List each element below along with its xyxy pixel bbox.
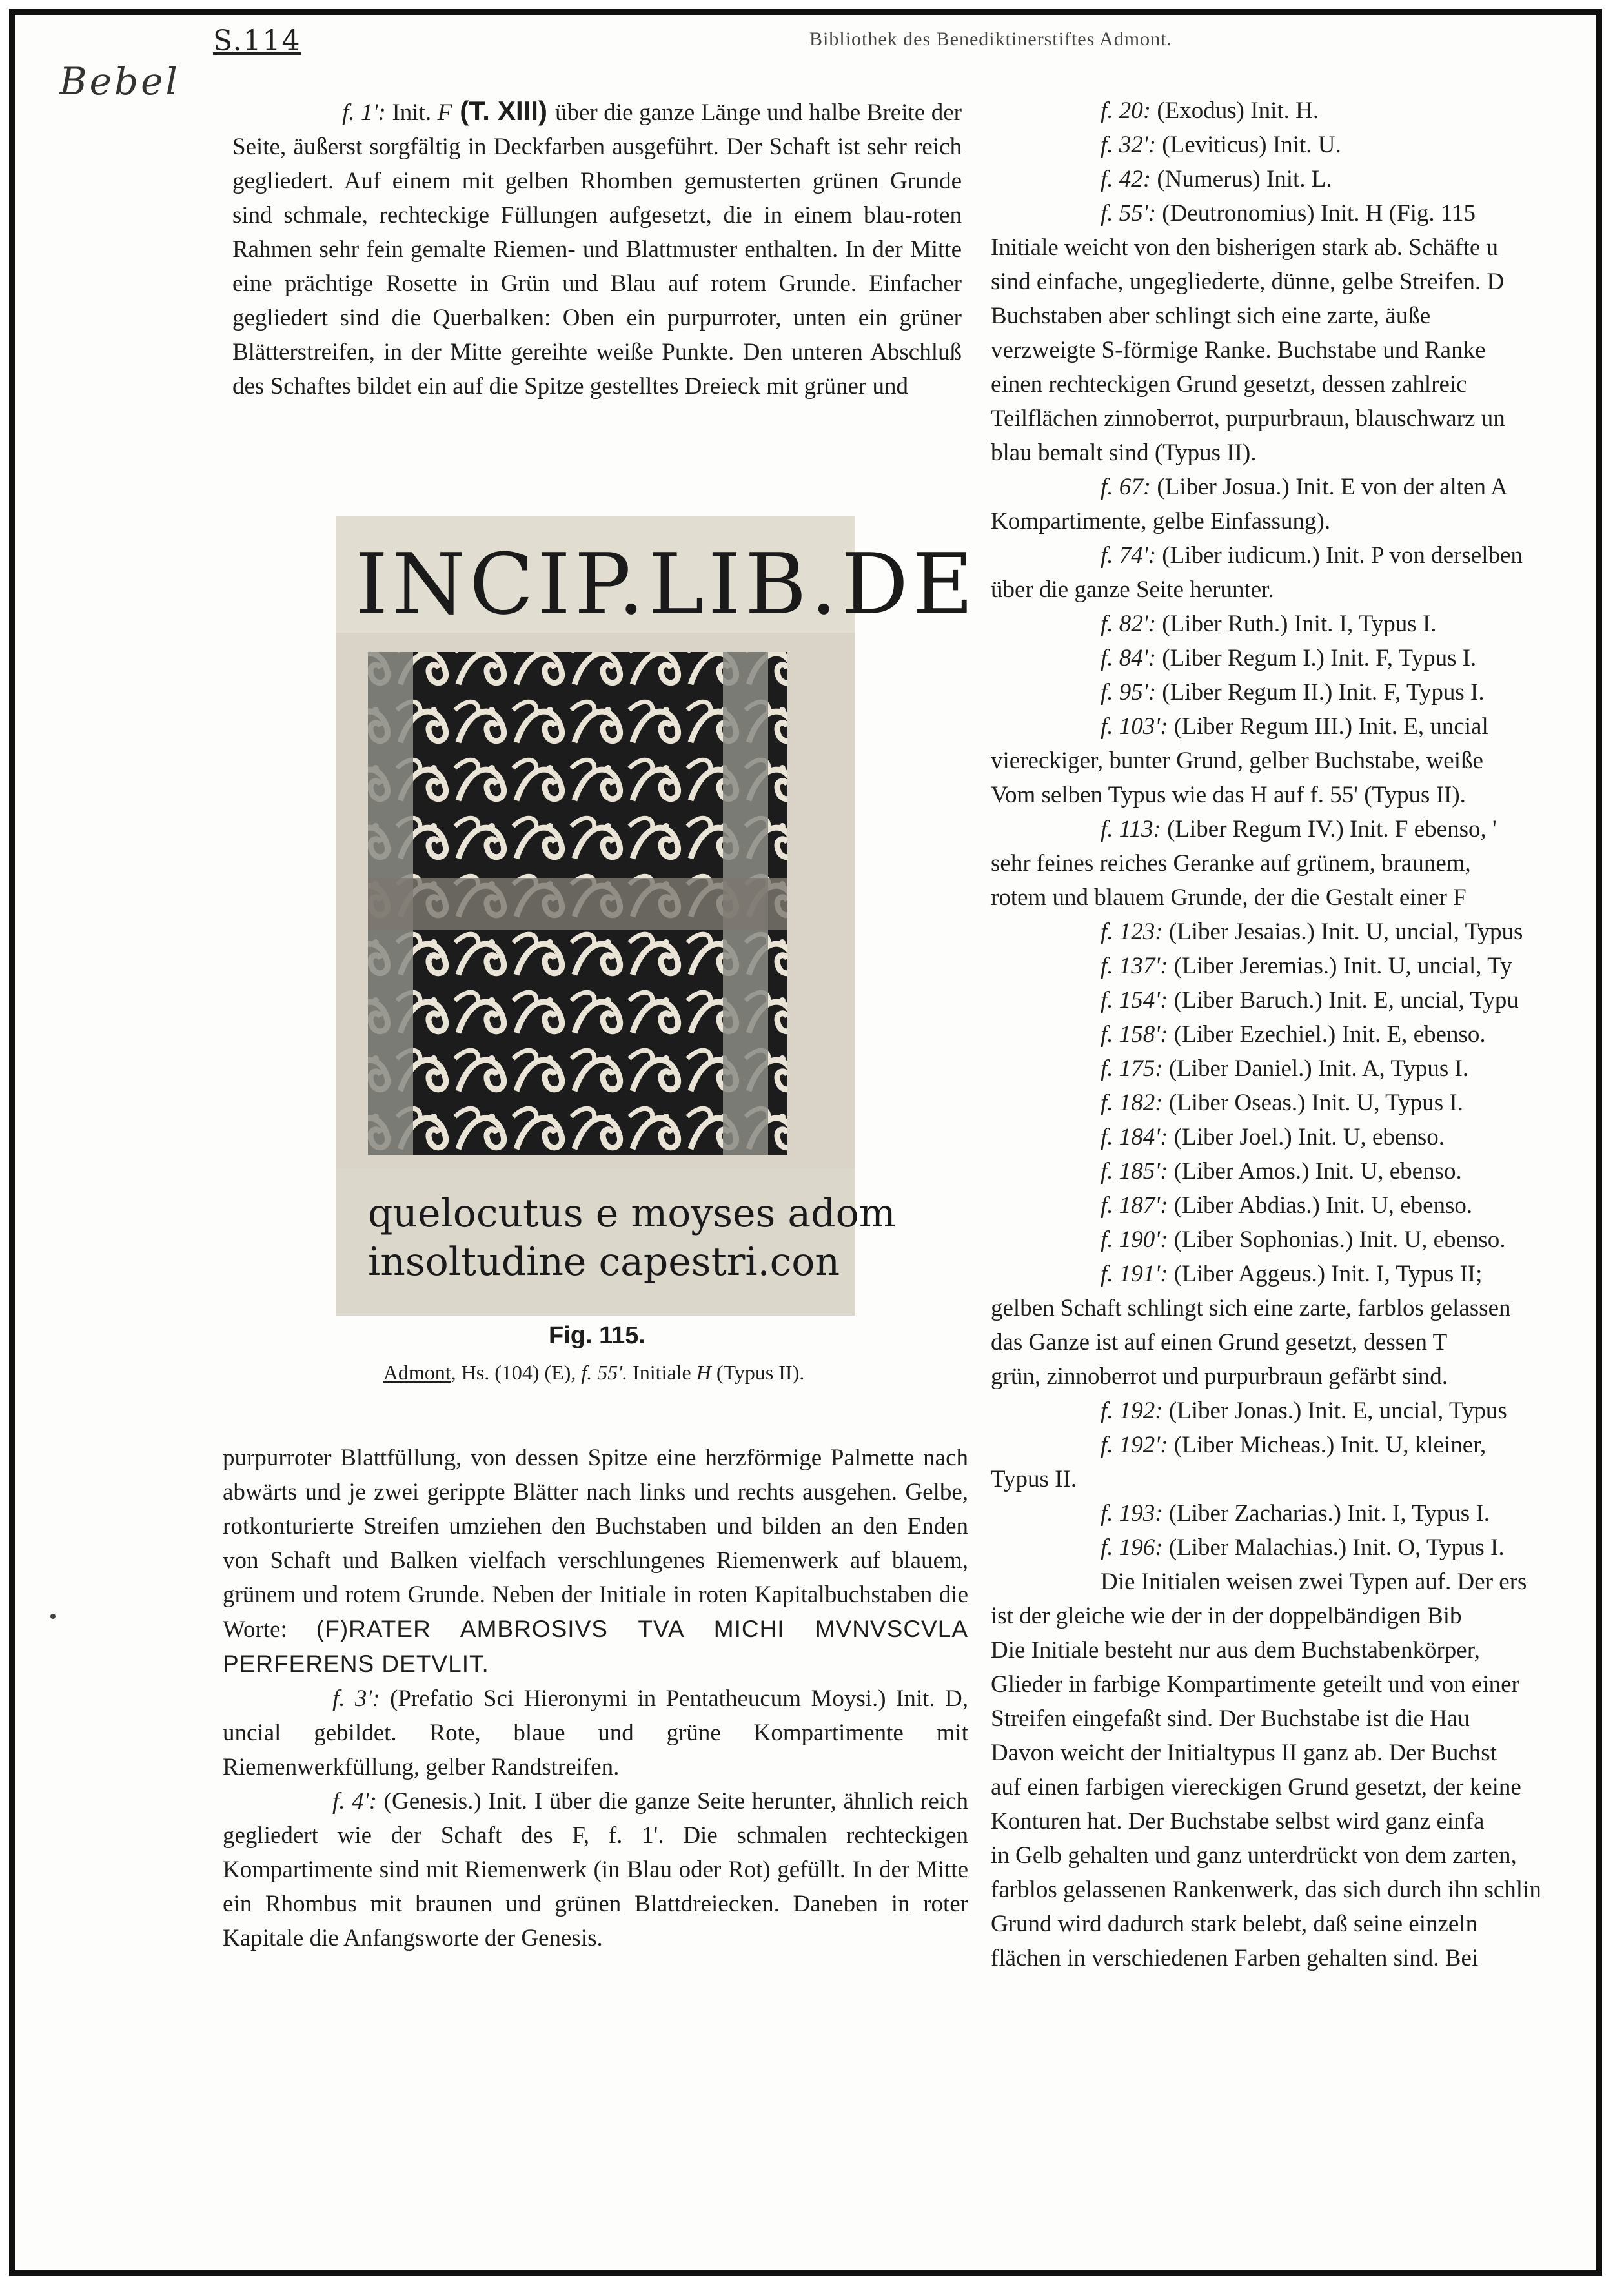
folio-ref: f. 154':	[1101, 987, 1168, 1013]
folio-ref: f. 187':	[1101, 1192, 1168, 1219]
line-text: Buchstaben aber schlingt sich eine zarte, äuße	[991, 303, 1431, 329]
figure-115-illumination	[336, 516, 978, 1316]
right-column-line	[991, 128, 1620, 162]
right-column-line	[991, 744, 1620, 778]
line-text: Die Initiale besteht nur aus dem Buchstabenkörper,	[991, 1637, 1480, 1663]
folio-ref: f. 175:	[1101, 1055, 1163, 1082]
right-column-line	[991, 436, 1620, 470]
paragraph-text: (Genesis.) Init. I über die ganze Seite herunter, ähnlich reich gegliedert wie der Schaft des F, f. 1'. Die schmalen rechteckigen Kompartimente sind mit Riemenwerk (in Blau oder Rot) gefüllt. In der Mitte ein Rhombus mit braunen und grünen Blattdreiecken. Daneben in roter Kapitale die Anfangsworte der Genesis.	[223, 1788, 968, 1951]
right-column-line	[991, 1462, 1620, 1496]
folio-ref: f. 137':	[1101, 953, 1168, 979]
right-column-line	[991, 573, 1620, 607]
initial-letter: F	[437, 99, 452, 126]
right-column-line	[991, 1188, 1620, 1223]
line-text: (Liber Micheas.) Init. U, kleiner,	[1168, 1432, 1487, 1458]
margin-dot	[50, 1614, 56, 1619]
paragraph-continuation	[223, 1441, 968, 1682]
line-text: (Liber Daniel.) Init. A, Typus I.	[1162, 1055, 1469, 1082]
folio-ref: f. 4':	[332, 1788, 377, 1815]
line-text: in Gelb gehalten und ganz unterdrückt von dem zarten,	[991, 1842, 1517, 1869]
line-text: farblos gelassenen Rankenwerk, das sich durch ihn schlin	[991, 1877, 1541, 1903]
line-text: Die Initialen weisen zwei Typen auf. Der ers	[1101, 1569, 1527, 1595]
caption-text: , Hs. (104) (E),	[451, 1361, 582, 1384]
right-column-line	[991, 1428, 1620, 1462]
line-text: Davon weicht der Initialtypus II ganz ab. Der Buchst	[991, 1740, 1497, 1766]
line-text: (Liber Amos.) Init. U, ebenso.	[1168, 1158, 1462, 1185]
left-column-bottom	[223, 1441, 968, 1955]
right-column-line	[991, 299, 1620, 333]
line-text: (Deutronomius) Init. H (Fig. 115	[1156, 200, 1476, 227]
right-column-line	[991, 1804, 1620, 1838]
line-text: Initiale weicht von den bisherigen stark ab. Schäfte u	[991, 234, 1498, 261]
folio-ref: f. 184':	[1101, 1124, 1168, 1150]
folio-ref: f. 193:	[1101, 1500, 1163, 1527]
caption-place: Admont	[383, 1361, 451, 1384]
text-run: Init.	[385, 99, 438, 126]
page-number: S.114	[213, 25, 301, 57]
right-column-line	[991, 1667, 1620, 1702]
figure-headline: INCIP.LIB.DE	[355, 535, 978, 633]
line-text: (Liber Oseas.) Init. U, Typus I.	[1162, 1090, 1463, 1116]
right-column-line	[991, 538, 1620, 573]
paragraph-f4	[223, 1784, 968, 1955]
line-text: sind einfache, ungegliederte, dünne, gelbe Streifen. D	[991, 269, 1505, 295]
right-column-line	[991, 333, 1620, 367]
line-text: verzweigte S-förmige Ranke. Buchstabe und Ranke	[991, 337, 1486, 363]
right-column-line	[991, 1394, 1620, 1428]
illuminated-initial-image	[336, 516, 978, 1316]
right-column-line	[991, 402, 1620, 436]
right-column-line	[991, 1120, 1620, 1154]
right-column-line	[991, 504, 1620, 538]
line-text: gelben Schaft schlingt sich eine zarte, farblos gelassen	[991, 1295, 1511, 1321]
line-text: (Liber Regum III.) Init. E, uncial	[1168, 713, 1488, 740]
line-text: Teilflächen zinnoberrot, purpurbraun, blauschwarz un	[991, 405, 1505, 432]
line-text: das Ganze ist auf einen Grund gesetzt, dessen T	[991, 1329, 1448, 1356]
figure-title: Fig. 115.	[549, 1322, 645, 1349]
paragraph-text: purpurroter Blattfüllung, von dessen Spitze eine herzförmige Palmette nach abwärts und je zwei gerippte Blätter nach links und rechts ausgehen. Gelbe, rotkonturierte Streifen umziehen den Buchstaben und bilden an den Enden von Schaft und Balken vielfach verschlungenes Riemenwerk auf blauem, grünem und rotem Grunde. Neben der Initiale in roten Kapitalbuchstaben die Worte:	[223, 1445, 968, 1643]
line-text: (Liber Regum IV.) Init. F ebenso, '	[1161, 816, 1497, 842]
right-column-line	[991, 367, 1620, 402]
right-column-line	[991, 607, 1620, 641]
folio-ref: f. 192':	[1101, 1432, 1168, 1458]
folio-ref: f. 67:	[1101, 474, 1152, 500]
paragraph-f3	[223, 1682, 968, 1784]
figure-caption	[310, 1361, 878, 1385]
line-text: (Liber Jesaias.) Init. U, uncial, Typus	[1162, 919, 1523, 945]
line-text: Kompartimente, gelbe Einfassung).	[991, 508, 1331, 534]
line-text: Typus II.	[991, 1466, 1077, 1492]
line-text: (Liber Ruth.) Init. I, Typus I.	[1156, 611, 1437, 637]
line-text: (Liber Abdias.) Init. U, ebenso.	[1168, 1192, 1473, 1219]
right-column-line	[991, 1496, 1620, 1531]
right-column-line	[991, 1565, 1620, 1599]
right-column-line	[991, 1291, 1620, 1325]
right-column-line	[991, 1359, 1620, 1394]
right-column-line	[991, 778, 1620, 812]
folio-ref: f. 42:	[1101, 166, 1152, 192]
right-column-line	[991, 880, 1620, 915]
line-text: (Liber Regum II.) Init. F, Typus I.	[1156, 679, 1485, 706]
folio-ref: f. 84':	[1101, 645, 1157, 671]
figure-text-line-2: insoltudine capestri.con	[368, 1239, 840, 1285]
paragraph-text: über die ganze Länge und halbe Breite der Seite, äußerst sorgfältig in Deckfarben ausgeführt. Der Schaft ist sehr reich gegliedert. Auf einem mit gelben Rhomben gemusterten grünen Grunde sind schmale, rechteckige Füllungen aufgesetzt, die in einem blau-roten Rahmen sehr fein gemalte Riemen- und Blattmuster enthalten. In der Mitte eine prächtige Rosette in Grün und Blau auf rotem Grunde. Einfacher gegliedert sind die Querbalken: Oben ein purpurroter, unten ein grüner Blätterstreifen, in der Mitte gereihte weiße Punkte. Den unteren Abschluß des Schaftes bildet ein auf die Spitze gestelltes Dreieck mit grüner und	[232, 99, 962, 400]
right-column-line	[991, 1633, 1620, 1667]
right-column-line	[991, 1052, 1620, 1086]
handwritten-margin-note: Bebel	[59, 59, 180, 103]
line-text: (Liber Regum I.) Init. F, Typus I.	[1156, 645, 1477, 671]
right-column-line	[991, 1154, 1620, 1188]
line-text: Vom selben Typus wie das H auf f. 55' (Typus II).	[991, 782, 1466, 808]
right-column-line	[991, 94, 1620, 128]
folio-ref: f. 20:	[1101, 97, 1152, 124]
line-text: (Leviticus) Init. U.	[1156, 132, 1341, 158]
folio-ref: f. 190':	[1101, 1226, 1168, 1253]
folio-ref: f. 32':	[1101, 132, 1157, 158]
right-column-line	[991, 1086, 1620, 1120]
right-column	[991, 94, 1620, 1975]
right-column-line	[991, 949, 1620, 983]
right-column-line	[991, 846, 1620, 880]
right-column-line	[991, 812, 1620, 846]
right-column-line	[991, 1838, 1620, 1873]
caption-folio: f. 55'.	[581, 1361, 628, 1384]
inscription-caps: (F)RATER AMBROSIVS TVA MICHI MVNVSCVLA PERFERENS DETVLIT.	[223, 1616, 968, 1677]
right-column-line	[991, 641, 1620, 675]
line-text: viereckiger, bunter Grund, gelber Buchstabe, weiße	[991, 748, 1483, 774]
plate-reference: (T. XIII)	[452, 96, 555, 126]
right-column-line	[991, 470, 1620, 504]
left-column-top	[232, 94, 962, 403]
right-column-line	[991, 915, 1620, 949]
line-text: grün, zinnoberrot und purpurbraun gefärbt sind.	[991, 1363, 1448, 1390]
right-column-line	[991, 1599, 1620, 1633]
folio-ref: f. 113:	[1101, 816, 1161, 842]
line-text: (Liber Josua.) Init. E von der alten A	[1151, 474, 1508, 500]
paragraph-f1	[232, 94, 962, 403]
line-text: sehr feines reiches Geranke auf grünem, braunem,	[991, 850, 1471, 877]
line-text: (Liber Baruch.) Init. E, uncial, Typu	[1168, 987, 1519, 1013]
right-column-line	[991, 675, 1620, 709]
right-column-line	[991, 1257, 1620, 1291]
right-column-line	[991, 1736, 1620, 1770]
right-column-line	[991, 1223, 1620, 1257]
caption-letter: H	[696, 1361, 711, 1384]
folio-ref: f. 192:	[1101, 1398, 1163, 1424]
line-text: (Liber Jeremias.) Init. U, uncial, Ty	[1168, 953, 1512, 979]
folio-ref: f. 82':	[1101, 611, 1157, 637]
line-text: (Liber Ezechiel.) Init. E, ebenso.	[1168, 1021, 1486, 1048]
line-text: rotem und blauem Grunde, der die Gestalt einer F	[991, 884, 1467, 911]
line-text: Glieder in farbige Kompartimente geteilt und von einer	[991, 1671, 1519, 1698]
line-text: (Liber Sophonias.) Init. U, ebenso.	[1168, 1226, 1506, 1253]
folio-ref: f. 55':	[1101, 200, 1157, 227]
folio-ref: f. 95':	[1101, 679, 1157, 706]
folio-ref: f. 3':	[332, 1685, 380, 1712]
folio-ref: f. 103':	[1101, 713, 1168, 740]
right-column-line	[991, 709, 1620, 744]
figure-text-line-1: quelocutus e moyses adom	[368, 1191, 896, 1236]
line-text: (Liber Joel.) Init. U, ebenso.	[1168, 1124, 1445, 1150]
line-text: über die ganze Seite herunter.	[991, 576, 1274, 603]
folio-ref: f. 1':	[342, 99, 386, 126]
right-column-line	[991, 1017, 1620, 1052]
right-column-line	[991, 196, 1620, 230]
caption-text-2: Initiale	[627, 1361, 696, 1384]
right-column-line	[991, 1770, 1620, 1804]
caption-text-3: (Typus II).	[711, 1361, 805, 1384]
right-column-line	[991, 1941, 1620, 1975]
line-text: ist der gleiche wie der in der doppelbändigen Bib	[991, 1603, 1462, 1629]
paragraph-text: (Prefatio Sci Hieronymi in Pentatheucum Moysi.) Init. D, uncial gebildet. Rote, blaue und grüne Kompartimente mit Riemenwerkfüllung, gelber Randstreifen.	[223, 1685, 969, 1780]
folio-ref: f. 185':	[1101, 1158, 1168, 1185]
folio-ref: f. 74':	[1101, 542, 1157, 569]
right-column-line	[991, 983, 1620, 1017]
right-column-line	[991, 1907, 1620, 1941]
folio-ref: f. 158':	[1101, 1021, 1168, 1048]
right-column-line	[991, 230, 1620, 265]
line-text: (Liber Malachias.) Init. O, Typus I.	[1162, 1534, 1505, 1561]
right-column-line	[991, 265, 1620, 299]
right-column-line	[991, 162, 1620, 196]
right-column-line	[991, 1702, 1620, 1736]
line-text: Streifen eingefaßt sind. Der Buchstabe ist die Hau	[991, 1705, 1470, 1732]
line-text: (Liber iudicum.) Init. P von derselben	[1156, 542, 1523, 569]
line-text: Grund wird dadurch stark belebt, daß seine einzeln	[991, 1911, 1478, 1937]
line-text: auf einen farbigen viereckigen Grund gesetzt, der keine	[991, 1774, 1521, 1800]
folio-ref: f. 196:	[1101, 1534, 1163, 1561]
line-text: (Liber Jonas.) Init. E, uncial, Typus	[1162, 1398, 1507, 1424]
right-column-line	[991, 1873, 1620, 1907]
line-text: (Liber Aggeus.) Init. I, Typus II;	[1168, 1261, 1483, 1287]
right-column-line	[991, 1531, 1620, 1565]
folio-ref: f. 191':	[1101, 1261, 1168, 1287]
line-text: flächen in verschiedenen Farben gehalten sind. Bei	[991, 1945, 1479, 1971]
folio-ref: f. 123:	[1101, 919, 1163, 945]
line-text: einen rechteckigen Grund gesetzt, dessen zahlreic	[991, 371, 1467, 398]
line-text: Konturen hat. Der Buchstabe selbst wird ganz einfa	[991, 1808, 1485, 1835]
running-head: Bibliothek des Benediktinerstiftes Admont.	[809, 28, 1172, 50]
line-text: (Exodus) Init. H.	[1151, 97, 1319, 124]
right-column-line	[991, 1325, 1620, 1359]
line-text: blau bemalt sind (Typus II).	[991, 440, 1257, 466]
line-text: (Liber Zacharias.) Init. I, Typus I.	[1162, 1500, 1490, 1527]
line-text: (Numerus) Init. L.	[1151, 166, 1332, 192]
folio-ref: f. 182:	[1101, 1090, 1163, 1116]
